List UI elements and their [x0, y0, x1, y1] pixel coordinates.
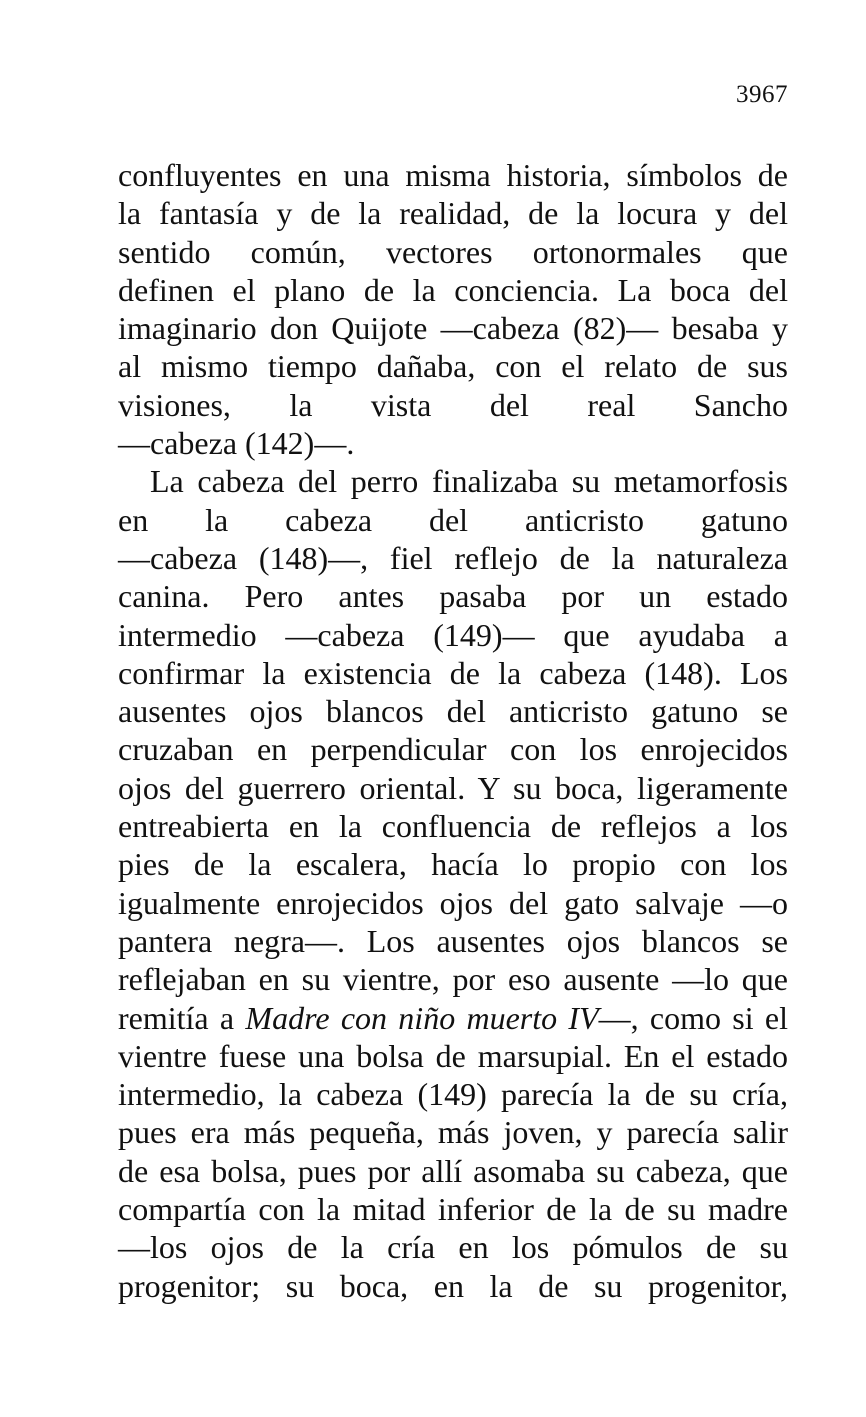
text-line: la fantasía y de la realidad, de la locura y del [118, 195, 788, 232]
text-line: entreabierta en la confluencia de reflejos a los [118, 808, 788, 845]
text-segment: —, como si el [598, 999, 789, 1036]
text-line: canina. Pero antes pasaba por un estado [118, 578, 788, 615]
page-number: 3967 [736, 81, 788, 108]
text-line: visiones, la vista del real Sancho [118, 386, 788, 423]
text-line: —cabeza (148)—, fiel reflejo de la naturaleza [118, 539, 788, 576]
text-line: confirmar la existencia de la cabeza (148). Los [118, 654, 788, 691]
text-line: intermedio, la cabeza (149) parecía la de su cría, [118, 1076, 788, 1113]
text-line: definen el plano de la conciencia. La boca del [118, 271, 788, 308]
text-line: sentido común, vectores ortonormales que [118, 233, 788, 270]
text-line: imaginario don Quijote —cabeza (82)— besaba y [118, 310, 788, 347]
text-line: confluyentes en una misma historia, símbolos de [118, 157, 788, 193]
text-line: ojos del guerrero oriental. Y su boca, ligeramente [118, 769, 788, 806]
text-line-with-italic [118, 999, 788, 1037]
text-line: La cabeza del perro finalizaba su metamorfosis [150, 463, 788, 500]
text-line: igualmente enrojecidos ojos del gato salvaje —o [118, 884, 788, 921]
text-line: al mismo tiempo dañaba, con el relato de sus [118, 348, 788, 385]
text-line: pantera negra—. Los ausentes ojos blancos se [118, 922, 788, 959]
text-line: ausentes ojos blancos del anticristo gatuno se [118, 693, 788, 730]
artwork-title: Madre con niño muerto IV [245, 999, 599, 1036]
text-segment: remitía a [118, 999, 246, 1036]
text-line: de esa bolsa, pues por allí asomaba su cabeza, que [118, 1152, 788, 1189]
text-line: pies de la escalera, hacía lo propio con los [118, 846, 788, 883]
text-line: en la cabeza del anticristo gatuno [118, 501, 788, 538]
text-line: intermedio —cabeza (149)— que ayudaba a [118, 616, 788, 653]
text-body [118, 156, 788, 1305]
text-line: pues era más pequeña, más joven, y parecía salir [118, 1114, 788, 1151]
text-line: —cabeza (142)—. [118, 425, 355, 462]
text-line: —los ojos de la cría en los pómulos de su [118, 1229, 788, 1266]
text-line: progenitor; su boca, en la de su progenitor, [118, 1267, 788, 1304]
text-line: reflejaban en su vientre, por eso ausente —lo que [118, 961, 788, 998]
text-line: compartía con la mitad inferior de la de su madre [118, 1191, 788, 1228]
text-line: vientre fuese una bolsa de marsupial. En el estado [118, 1037, 788, 1074]
text-line: cruzaban en perpendicular con los enrojecidos [118, 731, 788, 768]
